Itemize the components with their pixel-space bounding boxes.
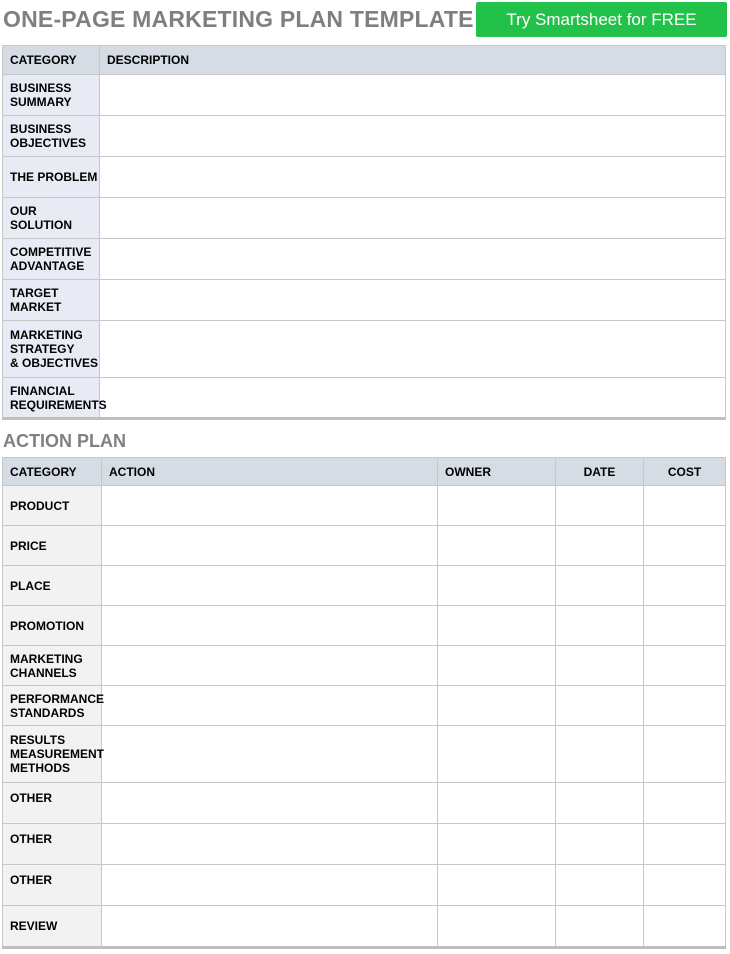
table-row (3, 75, 726, 116)
category-cell: PRICE (3, 526, 102, 566)
action-cell[interactable] (102, 606, 438, 646)
table-row (3, 566, 726, 606)
date-cell[interactable] (556, 566, 644, 606)
description-cell[interactable] (100, 157, 726, 198)
table-row (3, 686, 726, 726)
description-cell[interactable] (100, 116, 726, 157)
description-cell[interactable] (100, 75, 726, 116)
category-header: CATEGORY (3, 46, 100, 75)
table-row (3, 198, 726, 239)
category-cell: PROMOTION (3, 606, 102, 646)
category-cell: OTHER (3, 824, 102, 865)
description-header: DESCRIPTION (100, 46, 726, 75)
table-row (3, 824, 726, 865)
date-cell[interactable] (556, 906, 644, 948)
action-cell[interactable] (102, 646, 438, 686)
action-cell[interactable] (102, 824, 438, 865)
category-cell: RESULTS MEASUREMENT METHODS (3, 726, 102, 783)
action-plan-title: ACTION PLAN (3, 431, 126, 451)
category-cell: MARKETING CHANNELS (3, 646, 102, 686)
date-cell[interactable] (556, 686, 644, 726)
category-cell: REVIEW (3, 906, 102, 948)
category-cell: PLACE (3, 566, 102, 606)
owner-cell[interactable] (438, 686, 556, 726)
owner-cell[interactable] (438, 566, 556, 606)
action-cell[interactable] (102, 486, 438, 526)
cost-header: COST (644, 458, 726, 486)
table-row (3, 726, 726, 783)
page-title: ONE-PAGE MARKETING PLAN TEMPLATE (3, 6, 474, 32)
date-header: DATE (556, 458, 644, 486)
category-cell: OUR SOLUTION (3, 198, 100, 239)
owner-cell[interactable] (438, 783, 556, 824)
category-cell: BUSINESS SUMMARY (3, 75, 100, 116)
table-row (3, 526, 726, 566)
owner-cell[interactable] (438, 606, 556, 646)
owner-cell[interactable] (438, 865, 556, 906)
description-cell[interactable] (100, 378, 726, 419)
category-header: CATEGORY (3, 458, 102, 486)
table-row (3, 606, 726, 646)
owner-cell[interactable] (438, 906, 556, 948)
action-cell[interactable] (102, 726, 438, 783)
summary-table (2, 45, 726, 420)
owner-cell[interactable] (438, 646, 556, 686)
date-cell[interactable] (556, 526, 644, 566)
date-cell[interactable] (556, 783, 644, 824)
date-cell[interactable] (556, 486, 644, 526)
action-cell[interactable] (102, 906, 438, 948)
category-cell: COMPETITIVE ADVANTAGE (3, 239, 100, 280)
try-smartsheet-button[interactable]: Try Smartsheet for FREE (476, 2, 727, 37)
table-row (3, 239, 726, 280)
category-cell: FINANCIAL REQUIREMENTS (3, 378, 100, 419)
table-row (3, 783, 726, 824)
date-cell[interactable] (556, 865, 644, 906)
date-cell[interactable] (556, 646, 644, 686)
table-row (3, 280, 726, 321)
table-row (3, 486, 726, 526)
owner-cell[interactable] (438, 526, 556, 566)
table-row (3, 321, 726, 378)
category-cell: OTHER (3, 783, 102, 824)
action-cell[interactable] (102, 686, 438, 726)
cost-cell[interactable] (644, 824, 726, 865)
category-cell: PERFORMANCE STANDARDS (3, 686, 102, 726)
date-cell[interactable] (556, 606, 644, 646)
owner-cell[interactable] (438, 824, 556, 865)
action-cell[interactable] (102, 865, 438, 906)
table-row (3, 378, 726, 419)
description-cell[interactable] (100, 239, 726, 280)
table-row (3, 646, 726, 686)
category-cell: OTHER (3, 865, 102, 906)
description-cell[interactable] (100, 198, 726, 239)
category-cell: THE PROBLEM (3, 157, 100, 198)
date-cell[interactable] (556, 726, 644, 783)
owner-header: OWNER (438, 458, 556, 486)
table-row (3, 906, 726, 948)
description-cell[interactable] (100, 321, 726, 378)
table-row (3, 865, 726, 906)
category-cell: TARGET MARKET (3, 280, 100, 321)
category-cell: BUSINESS OBJECTIVES (3, 116, 100, 157)
action-plan-table (2, 457, 726, 949)
action-cell[interactable] (102, 783, 438, 824)
table-row (3, 157, 726, 198)
cost-cell[interactable] (644, 906, 726, 948)
owner-cell[interactable] (438, 726, 556, 783)
cost-cell[interactable] (644, 783, 726, 824)
date-cell[interactable] (556, 824, 644, 865)
cost-cell[interactable] (644, 566, 726, 606)
cost-cell[interactable] (644, 606, 726, 646)
cost-cell[interactable] (644, 865, 726, 906)
cost-cell[interactable] (644, 686, 726, 726)
table-row (3, 116, 726, 157)
category-cell: MARKETING STRATEGY & OBJECTIVES (3, 321, 100, 378)
summary-header-row (3, 46, 726, 75)
cost-cell[interactable] (644, 646, 726, 686)
action-cell[interactable] (102, 526, 438, 566)
owner-cell[interactable] (438, 486, 556, 526)
cost-cell[interactable] (644, 486, 726, 526)
description-cell[interactable] (100, 280, 726, 321)
category-cell: PRODUCT (3, 486, 102, 526)
cost-cell[interactable] (644, 726, 726, 783)
action-header-row (3, 458, 726, 486)
cost-cell[interactable] (644, 526, 726, 566)
action-header: ACTION (102, 458, 438, 486)
action-cell[interactable] (102, 566, 438, 606)
